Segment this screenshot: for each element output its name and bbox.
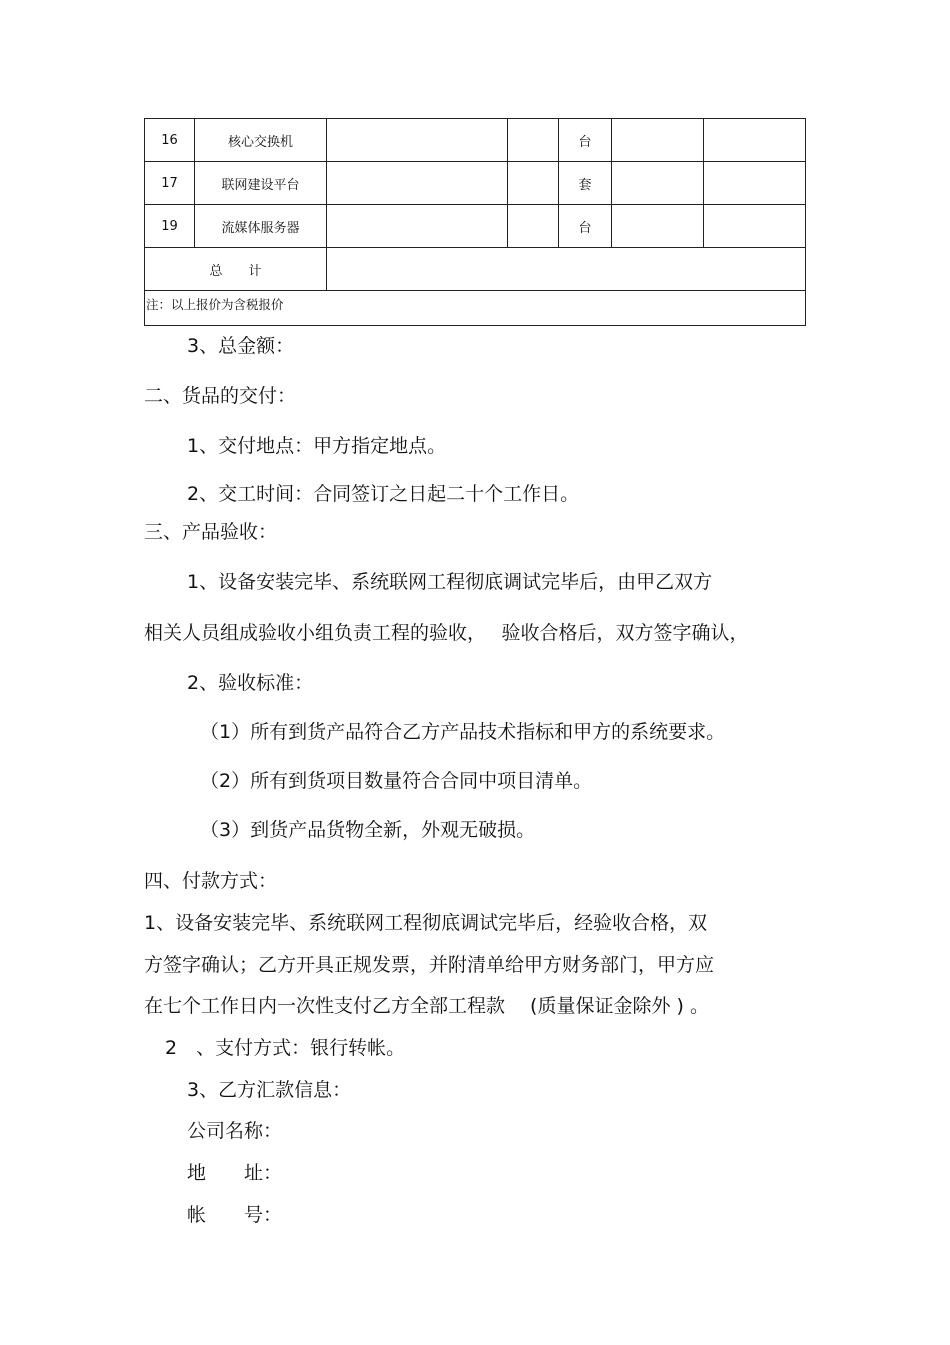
qty-cell	[508, 119, 559, 162]
total-label: 总 计	[145, 248, 327, 291]
acceptance-text-line-2: 相关人员组成验收小组负责工程的验收， 验收合格后，双方签字确认，	[144, 622, 749, 644]
amount-cell	[704, 162, 806, 205]
spec-cell	[327, 119, 508, 162]
acceptance-standard-2: （2）所有到货项目数量符合合同中项目清单。	[200, 770, 593, 792]
unit-cell: 台	[559, 205, 612, 248]
spec-cell	[327, 205, 508, 248]
section-heading-delivery: 二、货品的交付：	[144, 385, 297, 407]
delivery-time: 2、交工时间：合同签订之日起二十个工作日。	[187, 483, 580, 505]
acceptance-text-line-1: 1、设备安装完毕、系统联网工程彻底调试完毕后，由甲乙双方	[187, 571, 713, 593]
remittance-info-heading: 3、乙方汇款信息：	[187, 1079, 352, 1101]
item-name: 流媒体服务器	[195, 205, 327, 248]
table-row	[145, 205, 806, 248]
row-number: 17	[145, 162, 195, 205]
row-number: 16	[145, 119, 195, 162]
price-cell	[612, 162, 704, 205]
note-row	[145, 291, 806, 326]
table-row	[145, 119, 806, 162]
amount-cell	[704, 119, 806, 162]
total-row	[145, 248, 806, 291]
table-note: 注：以上报价为含税报价	[145, 291, 806, 326]
unit-cell: 台	[559, 119, 612, 162]
price-cell	[612, 205, 704, 248]
section-heading-payment: 四、付款方式：	[144, 870, 278, 892]
price-table	[144, 118, 806, 326]
acceptance-standard-1: （1）所有到货产品符合乙方产品技术指标和甲方的系统要求。	[200, 721, 726, 743]
total-value-cell	[327, 248, 806, 291]
payment-text-line-3: 在七个工作日内一次性支付乙方全部工程款 (质量保证金除外 ) 。	[144, 995, 709, 1017]
unit-cell: 套	[559, 162, 612, 205]
row-number: 19	[145, 205, 195, 248]
item-name: 联网建设平台	[195, 162, 327, 205]
price-cell	[612, 119, 704, 162]
total-amount-line: 3、总金额：	[187, 335, 295, 357]
table-row	[145, 162, 806, 205]
amount-cell	[704, 205, 806, 248]
delivery-location: 1、交付地点：甲方指定地点。	[187, 435, 447, 457]
payment-method: 2 、支付方式：银行转帐。	[165, 1037, 406, 1059]
section-heading-acceptance: 三、产品验收：	[144, 521, 278, 543]
account-label: 帐 号：	[187, 1204, 283, 1226]
payment-text-line-2: 方签字确认；乙方开具正规发票，并附清单给甲方财务部门，甲方应	[144, 954, 715, 976]
address-label: 地 址：	[187, 1162, 283, 1184]
spec-cell	[327, 162, 508, 205]
item-name: 核心交换机	[195, 119, 327, 162]
acceptance-standard-3: （3）到货产品货物全新，外观无破损。	[200, 819, 536, 841]
qty-cell	[508, 205, 559, 248]
acceptance-standard-heading: 2、验收标准：	[187, 672, 314, 694]
qty-cell	[508, 162, 559, 205]
company-name-label: 公司名称：	[187, 1120, 283, 1142]
payment-text-line-1: 1、设备安装完毕、系统联网工程彻底调试完毕后，经验收合格，双	[144, 912, 708, 934]
